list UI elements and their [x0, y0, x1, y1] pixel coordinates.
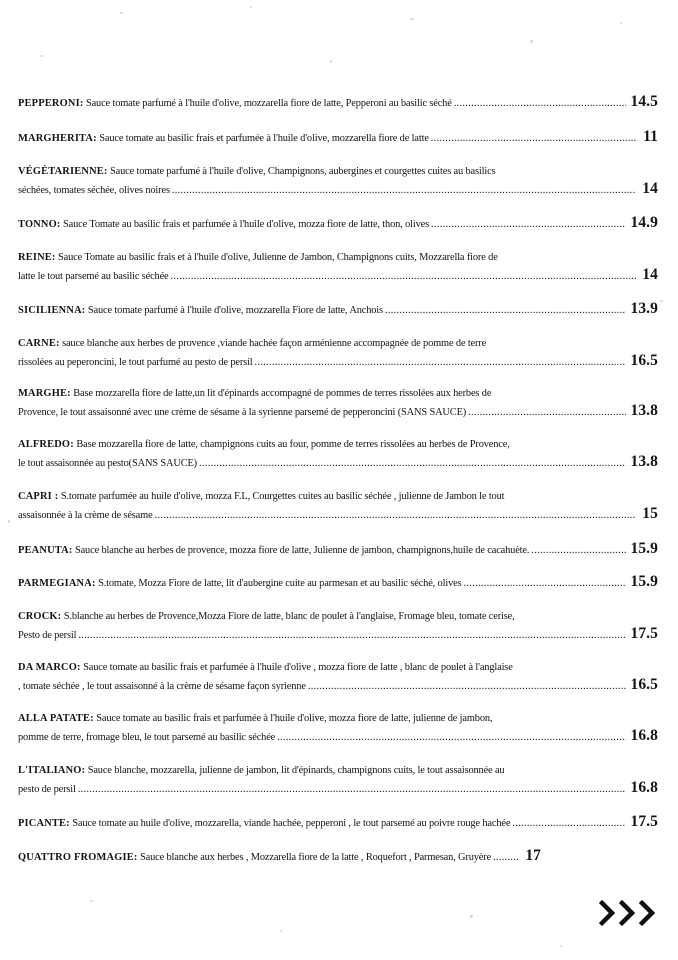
item-name: ALFREDO:: [18, 439, 74, 450]
item-description: S.blanche au herbes de Provence,Mozza Fiore de latte, blanc de poulet à l'anglaise, Fromage bleu, tomate cerise,: [63, 611, 515, 622]
item-name: PEPPERONI:: [18, 98, 84, 109]
item-description: Sauce blanche, mozzarella, julienne de jambon, lit d'épinards, champignons cuits, le tout assaisonnée au: [87, 765, 505, 776]
menu-item: [18, 847, 658, 866]
item-name: REINE:: [18, 252, 56, 263]
item-name: VÉGÉTARIENNE:: [18, 166, 108, 177]
item-name: PICANTE:: [18, 818, 70, 829]
menu-item: [18, 659, 658, 695]
item-description-cont: , tomate séchée , le tout assaisonné à la crème de sésame façon syrienne: [18, 681, 306, 692]
item-price: 17.5: [630, 813, 658, 830]
item-description: Sauce tomate au huile d'olive, mozzarella, viande hachée, pepperoni , le tout parsemé au poivre rouge hachée: [72, 818, 511, 829]
item-price: 16.5: [630, 676, 658, 693]
item-name: MARGHERITA:: [18, 133, 97, 144]
item-name: CARNE:: [18, 338, 60, 349]
menu-item: [18, 128, 658, 147]
menu-item: [18, 249, 658, 285]
item-description: Sauce blanche au herbes de provence, mozza fiore de latte, Julienne de jambon, champignons,huile de cacahuète.: [74, 545, 530, 556]
item-description: S.tomate parfumée au huile d'olive, mozza F.L, Courgettes cuites au basilic séchée , julienne de Jambon le tout: [60, 491, 505, 502]
item-price: 13.8: [630, 453, 658, 470]
menu-item: [18, 385, 658, 421]
item-description-cont: le tout assaisonnée au pesto(SANS SAUCE): [18, 458, 197, 469]
menu-item: [18, 163, 658, 199]
item-name: SICILIENNA:: [18, 305, 86, 316]
menu-item: [18, 436, 658, 472]
item-price: 14: [642, 180, 658, 197]
item-price: 17: [525, 847, 542, 864]
item-description-cont: rissolées au peperoncini, le tout parfumé au pesto de persil: [18, 357, 253, 368]
item-price: 14.5: [630, 93, 658, 110]
menu-item: [18, 300, 658, 319]
menu-item: [18, 608, 658, 644]
item-price: 16.5: [630, 352, 658, 369]
item-name: MARGHE:: [18, 388, 71, 399]
item-name: CAPRI :: [18, 491, 59, 502]
menu-item: [18, 573, 658, 592]
item-description-cont: latte le tout parsemé au basilic séchée: [18, 271, 169, 282]
item-price: 14: [642, 266, 658, 283]
menu-item: [18, 813, 658, 832]
item-price: 11: [643, 128, 658, 145]
menu-item: [18, 93, 658, 112]
item-description: Sauce tomate parfumé à l'huile d'olive, mozzarella fiore de latte, Pepperoni au basilic séché: [85, 98, 452, 109]
item-description: Sauce tomate au basilic frais et parfumée à l'huile d'olive, mozza fiore de latte, julienne de jambon,: [96, 713, 493, 724]
menu-item: [18, 335, 658, 371]
item-description: Sauce tomate parfumé à l'huile d'olive, Champignons, aubergines et courgettes cuites au basilics: [110, 166, 496, 177]
triple-chevron-right-icon[interactable]: [599, 899, 661, 927]
item-description-cont: assaisonnée à la crème de sésame: [18, 510, 153, 521]
item-name: PEANUTA:: [18, 545, 73, 556]
item-description: Sauce Tomate au basilic frais et à l'huile d'olive, Julienne de Jambon, Champignons cuits, Mozzarella fiore de: [58, 252, 498, 263]
item-description: Base mozzarella fiore de latte,un lit d'épinards accompagné de pommes de terres rissolées aux herbes de: [73, 388, 492, 399]
item-price: 14.9: [630, 214, 658, 231]
item-description-cont: pesto de persil: [18, 784, 76, 795]
item-price: 16.8: [630, 779, 658, 796]
item-description-cont: Pesto de persil: [18, 630, 77, 641]
menu-item: [18, 488, 658, 524]
item-name: PARMEGIANA:: [18, 578, 96, 589]
item-name: L'ITALIANO:: [18, 765, 86, 776]
item-name: TONNO:: [18, 219, 61, 230]
item-price: 15: [642, 505, 658, 522]
item-description: sauce blanche aux herbes de provence ,viande hachée façon arménienne accompagnée de pomme de terre: [62, 338, 487, 349]
item-description: Sauce tomate au basilic frais et parfumée à l'huile d'olive, mozzarella fiore de latte: [99, 133, 429, 144]
item-description: Sauce tomate parfumé à l'huile d'olive, mozzarella Fiore de latte, Anchois: [87, 305, 383, 316]
item-price: 13.9: [630, 300, 658, 317]
menu-item: [18, 540, 658, 559]
item-description-cont: Provence, le tout assaisonné avec une crème de sésame à la syrienne parsemé de pepperoncini (SANS SAUCE): [18, 407, 467, 418]
menu-item: [18, 762, 658, 798]
item-price: 17.5: [630, 625, 658, 642]
item-price: 16.8: [630, 727, 658, 744]
item-name: QUATTRO FROMAGIE:: [18, 852, 138, 863]
item-price: 13.8: [630, 402, 658, 419]
item-description: S.tomate, Mozza Fiore de latte, lit d'aubergine cuite au parmesan et au basilic séché, olives: [98, 578, 462, 589]
item-description: Base mozzarella fiore de latte, champignons cuits au four, pomme de terres rissolées au herbes de Provence,: [76, 439, 510, 450]
item-name: DA MARCO:: [18, 662, 81, 673]
item-name: CROCK:: [18, 611, 62, 622]
item-description: Sauce blanche aux herbes , Mozzarella fiore de la latte , Roquefort , Parmesan, Gruyère: [139, 852, 492, 863]
item-description-cont: séchées, tomates séchée, olives noires: [18, 185, 170, 196]
item-price: 15.9: [630, 540, 658, 557]
item-price: 15.9: [630, 573, 658, 590]
item-name: ALLA PATATE:: [18, 713, 94, 724]
item-description-cont: pomme de terre, fromage bleu, le tout parsemé au basilic séchée: [18, 732, 276, 743]
item-description: Sauce tomate au basilic frais et parfumée à l'huile d'olive , mozza fiore de latte , blanc de poulet à l'anglaise: [83, 662, 513, 673]
menu-item: [18, 214, 658, 233]
menu-item: [18, 710, 658, 746]
item-description: Sauce Tomate au basilic frais et parfumée à l'huile d'olive, mozza fiore de latte, thon, olives: [63, 219, 429, 230]
